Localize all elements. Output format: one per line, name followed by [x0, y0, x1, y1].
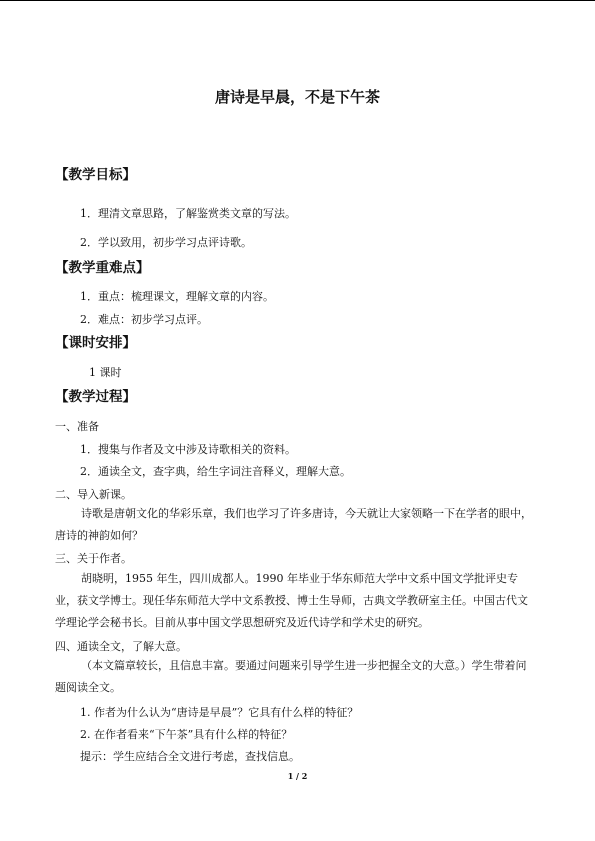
heading-teaching-goals: 【教学目标】: [55, 167, 136, 183]
heading-schedule: 【课时安排】: [55, 335, 136, 351]
page-number: 1 / 2: [287, 771, 308, 781]
goal-item-1: 1．理清文章思路，了解鉴赏类文章的写法。: [80, 207, 296, 220]
schedule-text: 1 课时: [89, 366, 122, 379]
process-step-3-paragraph: 胡晓明，1955 年生，四川成都人。1990 年毕业于华东师范大学中文系中国文学批评史专业，获文学博士。现任华东师范大学中文系教授、博士生导师，古典文学教研室主任。中国古代文学理论学会秘书长。目前从事中国文学思想研究及近代诗学和学术史的研究。: [55, 572, 528, 629]
process-step-4-question-1: 1. 作者为什么认为“唐诗是早晨”？它具有什么样的特征？: [80, 706, 359, 719]
process-step-1-title: 一、准备: [55, 420, 99, 433]
keypoint-item-2: 2．难点：初步学习点评。: [80, 313, 208, 326]
goal-item-2: 2．学以致用，初步学习点评诗歌。: [80, 236, 252, 249]
page-top-rule: [0, 0, 595, 1]
heading-key-points: 【教学重难点】: [55, 260, 150, 276]
process-step-3-title: 三、关于作者。: [55, 552, 132, 565]
process-step-4-title: 四、通读全文，了解大意。: [55, 640, 187, 653]
process-step-4-question-2: 2. 在作者看来“下午茶”具有什么样的特征？: [80, 728, 293, 741]
process-step-4-hint: 提示：学生应结合全文进行考虑，查找信息。: [80, 750, 300, 763]
keypoint-item-1: 1．重点：梳理课文，理解文章的内容。: [80, 290, 274, 303]
process-step-1-item-1: 1．搜集与作者及文中涉及诗歌相关的资料。: [80, 443, 296, 456]
process-step-4-paragraph: （本文篇章较长，且信息丰富。要通过问题来引导学生进一步把握全文的大意。）学生带着问题阅读全文。: [55, 659, 527, 694]
process-step-2-paragraph: 诗歌是唐朝文化的华彩乐章，我们也学习了许多唐诗，今天就让大家领略一下在学者的眼中，唐诗的神韵如何？: [55, 507, 532, 542]
process-step-2-title: 二、导入新课。: [55, 488, 132, 501]
heading-teaching-process: 【教学过程】: [55, 389, 136, 405]
page-title: 唐诗是早晨，不是下午茶: [214, 88, 380, 106]
process-step-1-item-2: 2．通读全文，查字典，给生字词注音释义，理解大意。: [80, 465, 351, 478]
